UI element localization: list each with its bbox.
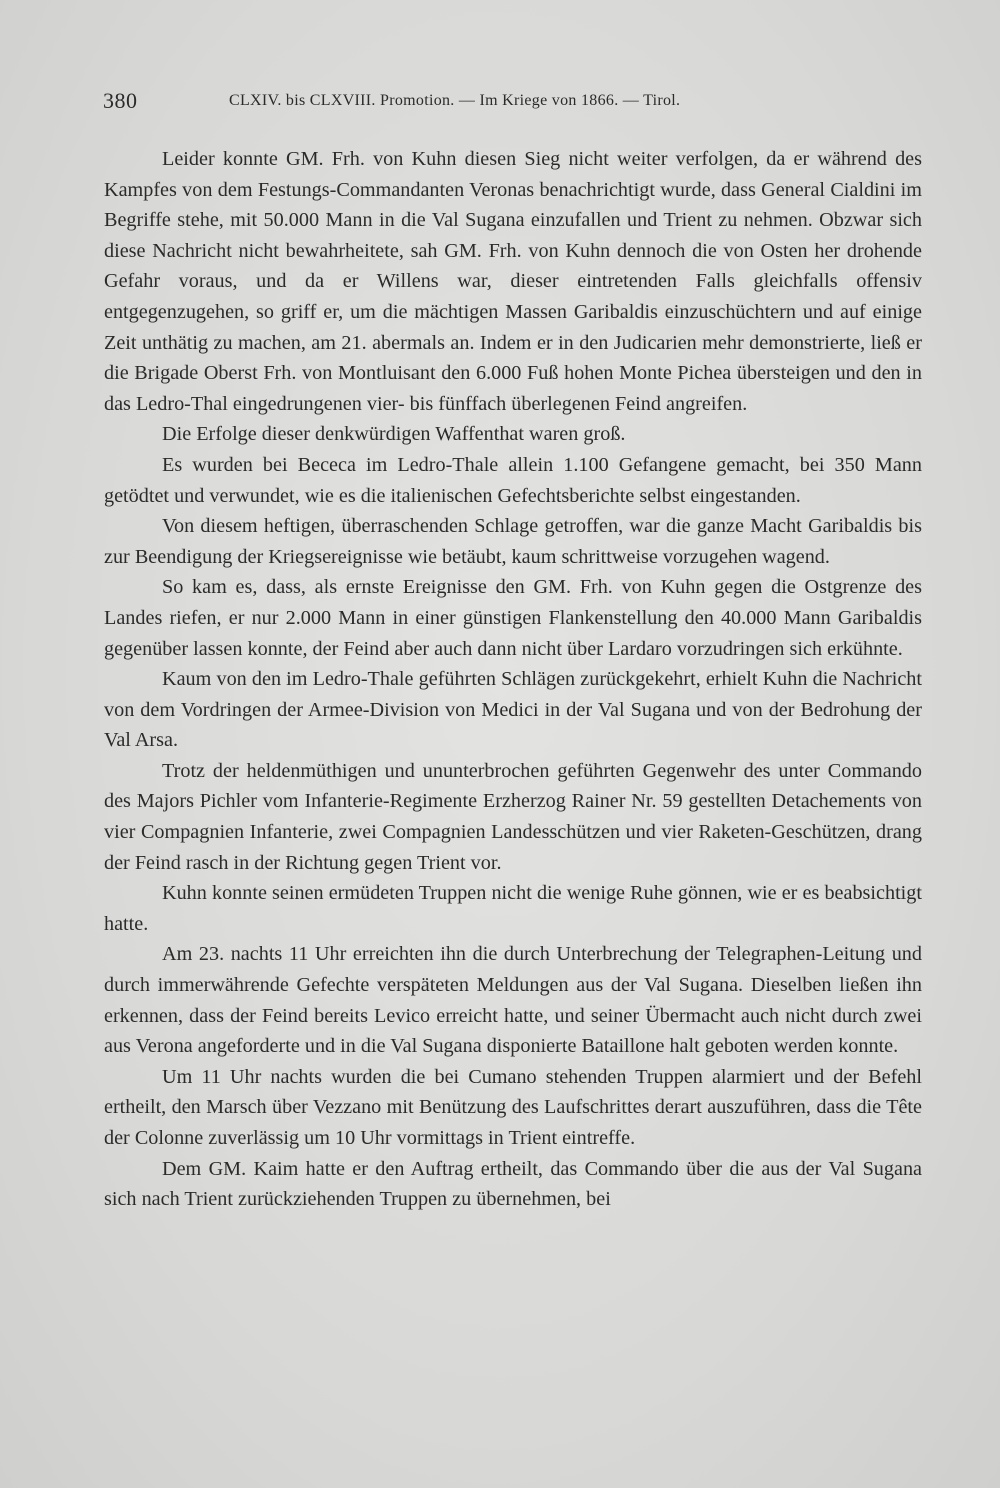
paragraph: Trotz der heldenmüthigen und ununterbrochen geführten Gegenwehr des unter Commando des Majors Pichler vom Infanterie-Regimente Erzherzog Rainer Nr. 59 gestellten Detachements von vier Compagnien Infanterie, zwei Compagnien Landesschützen und vier Raketen-Geschützen, drang der Feind rasch in der Richtung gegen Trient vor. — [104, 759, 922, 874]
body-text — [104, 144, 922, 1215]
paragraph: Leider konnte GM. Frh. von Kuhn diesen Sieg nicht weiter verfolgen, da er während des Kampfes von dem Festungs-Commandanten Veronas benachrichtigt wurde, dass General Cialdini im Begriffe stehe, mit 50.000 Mann in die Val Sugana einzufallen und Trient zu nehmen. Obzwar sich diese Nachricht nicht bewahrheitete, sah GM. Frh. von Kuhn dennoch die von Osten her drohende Gefahr voraus, und da er Willens war, dieser eintretenden Falls gleichfalls offensiv entgegenzugehen, so griff er, um die mächtigen Massen Garibaldis einzuschüchtern und auf einige Zeit unthätig zu machen, am 21. abermals an. Indem er in den Judicarien mehr demonstrierte, ließ er die Brigade Oberst Frh. von Montluisant den 6.000 Fuß hohen Monte Pichea übersteigen und den in das Ledro-Thal eingedrungenen vier- bis fünffach überlegenen Feind angreifen. — [104, 148, 922, 415]
paragraph: Es wurden bei Bececa im Ledro-Thale allein 1.100 Gefangene gemacht, bei 350 Mann getödtet und verwundet, wie es die italienischen Gefechtsberichte selbst eingestanden. — [104, 453, 922, 507]
page-number: 380 — [103, 88, 138, 113]
paragraph: Am 23. nachts 11 Uhr erreichten ihn die durch Unterbrechung der Telegraphen-Leitung und durch immerwährende Gefechte verspäteten Meldungen aus der Val Sugana. Dieselben ließen ihn erkennen, dass der Feind bereits Levico erreicht hatte, und seiner Übermacht auch nicht durch zwei aus Verona angeforderte und in die Val Sugana disponierte Bataillone halt geboten werden konnte. — [104, 943, 922, 1058]
paragraph: Die Erfolge dieser denkwürdigen Waffenthat waren groß. — [162, 423, 626, 446]
page-header — [103, 88, 920, 118]
paragraph: So kam es, dass, als ernste Ereignisse den GM. Frh. von Kuhn gegen die Ostgrenze des Landes riefen, er nur 2.000 Mann in einer günstigen Flankenstellung den 40.000 Mann Garibaldis gegenüber lassen konnte, der Feind aber auch dann nicht über Lardaro vorzudringen sich erkühnte. — [104, 576, 922, 660]
paragraph: Kaum von den im Ledro-Thale geführten Schlägen zurückgekehrt, erhielt Kuhn die Nachricht von dem Vordringen der Armee-Division von Medici in der Val Sugana und von der Bedrohung der Val Arsa. — [104, 668, 922, 752]
paragraph: Kuhn konnte seinen ermüdeten Truppen nicht die wenige Ruhe gönnen, wie er es beabsichtigt hatte. — [104, 882, 922, 935]
paragraph: Von diesem heftigen, überraschenden Schlage getroffen, war die ganze Macht Garibaldis bis zur Beendigung der Kriegsereignisse wie betäubt, kaum schrittweise vorzugehen wagend. — [104, 515, 922, 568]
paragraph: Dem GM. Kaim hatte er den Auftrag ertheilt, das Commando über die aus der Val Sugana sich nach Trient zurückziehenden Truppen zu übernehmen, bei — [104, 1157, 922, 1211]
running-head: CLXIV. bis CLXVIII. Promotion. — Im Kriege von 1866. — Tirol. — [229, 92, 681, 109]
paragraph: Um 11 Uhr nachts wurden die bei Cumano stehenden Truppen alarmiert und der Befehl ertheilt, den Marsch über Vezzano mit Benützung des Laufschrittes derart auszuführen, dass die Tête der Colonne zuverlässig um 10 Uhr vormittags in Trient eintreffe. — [104, 1065, 922, 1149]
